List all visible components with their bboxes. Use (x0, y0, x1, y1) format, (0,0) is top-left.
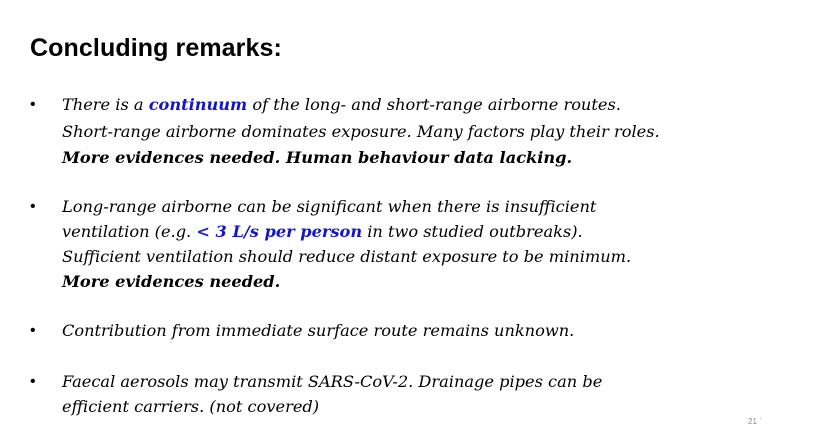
bullet-1-line-1-post: of the long- and short-range airborne routes. (247, 95, 621, 114)
bullet-1-line-3: More evidences needed. Human behaviour data lacking. (62, 148, 573, 167)
bullet-2-line-4: More evidences needed. (62, 272, 281, 291)
bullet-1-line-2: Short-range airborne dominates exposure. Many factors play their roles. (62, 122, 660, 141)
page-number: 21 ` (748, 417, 762, 426)
bullet-4-line-2: efficient carriers. (not covered) (62, 397, 320, 416)
bullet-2-line-2-pre: ventilation (e.g. (62, 222, 197, 241)
bullet-4-line-1: Faecal aerosols may transmit SARS-CoV-2. Drainage pipes can be (62, 372, 603, 391)
bullet-1-marker: • (30, 96, 36, 113)
bullet-2-line-2-post: in two studied outbreaks). (362, 222, 583, 241)
bullet-3-line-1: Contribution from immediate surface route remains unknown. (62, 321, 575, 340)
bullet-2-line-1: Long-range airborne can be significant when there is insufficient (62, 197, 597, 216)
bullet-4-marker: • (30, 373, 36, 390)
bullet-2-line-2 (62, 220, 583, 244)
bullet-1-line-1 (62, 93, 621, 117)
bullet-1-line-1-pre: There is a (62, 95, 149, 114)
continuum-highlight: continuum (148, 95, 248, 114)
ventilation-rate-highlight: < 3 L/s per person (196, 222, 363, 241)
bullet-2-line-3: Sufficient ventilation should reduce distant exposure to be minimum. (62, 247, 632, 266)
slide-title: Concluding remarks: (30, 34, 282, 62)
bullet-2-marker: • (30, 198, 36, 215)
bullet-3-marker: • (30, 322, 36, 339)
